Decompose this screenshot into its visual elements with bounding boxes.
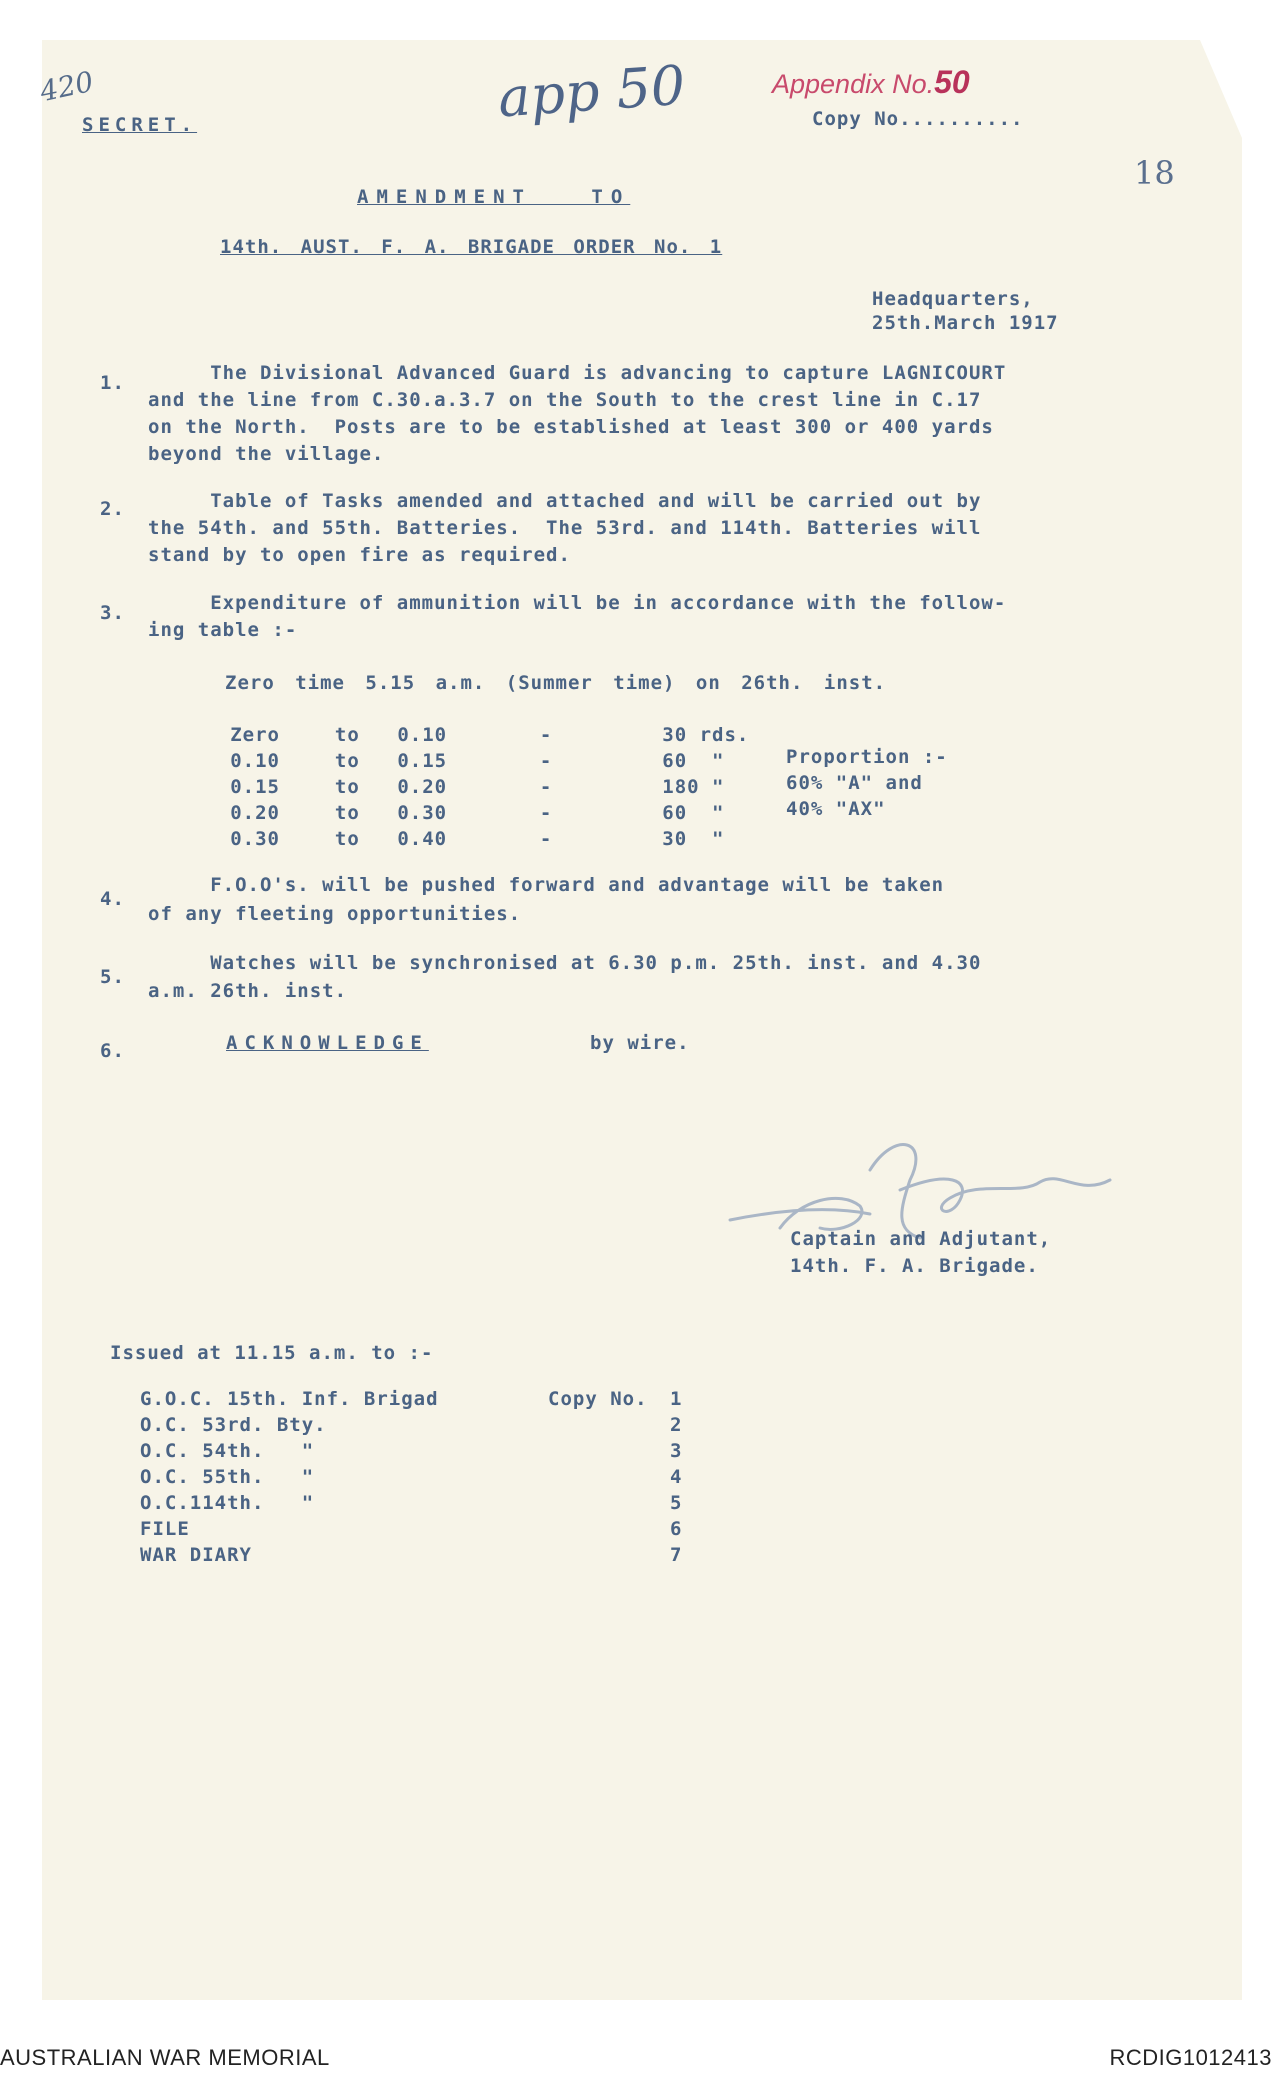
copy-number: 6: [670, 1518, 683, 1540]
zero-time-line: Zero time 5.15 a.m. (Summer time) on 26th. inst.: [225, 672, 887, 694]
rounds: 180 ": [662, 776, 725, 798]
handwritten-reference: app 50: [496, 53, 688, 130]
dash: -: [539, 724, 553, 746]
proportion-line: 40% "AX": [786, 798, 886, 820]
proportion-line: Proportion :-: [786, 746, 948, 768]
location: Headquarters,: [872, 288, 1034, 310]
paragraph-line: stand by to open fire as required.: [148, 544, 571, 566]
table-row: [210, 724, 749, 746]
list-item: FILE: [140, 1518, 190, 1540]
document-title: AMENDMENT TO: [357, 186, 631, 208]
list-item: O.C. 54th. ": [140, 1440, 315, 1462]
table-row: [210, 750, 724, 772]
paragraph-number: 6.: [100, 1040, 125, 1062]
appendix-stamp: [772, 64, 970, 101]
paragraph-number: 5.: [100, 966, 125, 988]
to-time: 0.10: [397, 724, 448, 746]
copy-number: 2: [670, 1414, 683, 1436]
paragraph-line: on the North. Posts are to be established at least 300 or 400 yards: [148, 416, 994, 438]
paragraph-number: 1.: [100, 372, 125, 394]
rounds: 30 rds.: [662, 724, 750, 746]
acknowledge-rest: by wire.: [590, 1032, 690, 1054]
paragraph-line: beyond the village.: [148, 443, 385, 465]
copy-number: 3: [670, 1440, 683, 1462]
copy-number-label: Copy No..........: [812, 108, 1024, 130]
paragraph-line: and the line from C.30.a.3.7 on the South to the crest line in C.17: [148, 389, 982, 411]
footer-right: RCDIG1012413: [1109, 2045, 1272, 2070]
table-row: [210, 802, 724, 824]
to-time: 0.40: [397, 828, 448, 850]
dash: -: [539, 776, 553, 798]
list-item: O.C.114th. ": [140, 1492, 315, 1514]
list-item: G.O.C. 15th. Inf. Brigad: [140, 1388, 439, 1410]
corner-number: 420: [37, 64, 97, 109]
copy-number: 4: [670, 1466, 683, 1488]
classification: SECRET.: [82, 114, 198, 136]
paragraph-line: F.O.O's. will be pushed forward and advantage will be taken: [148, 874, 945, 896]
dash: -: [539, 828, 553, 850]
paragraph-line: ing table :-: [148, 619, 298, 641]
list-item: O.C. 55th. ": [140, 1466, 315, 1488]
copy-number: 7: [670, 1544, 683, 1566]
acknowledge-word: ACKNOWLEDGE: [226, 1032, 429, 1054]
from-time: Zero: [230, 724, 280, 746]
from-time: 0.15: [230, 776, 280, 798]
proportion-line: 60% "A" and: [786, 772, 923, 794]
to-label: to: [334, 828, 360, 850]
footer-left: AUSTRALIAN WAR MEMORIAL: [0, 2045, 330, 2070]
to-label: to: [334, 802, 360, 824]
paragraph-line: Table of Tasks amended and attached and will be carried out by: [148, 490, 982, 512]
paragraph-line: The Divisional Advanced Guard is advancing to capture LAGNICOURT: [148, 362, 1007, 384]
appendix-number: 50: [934, 64, 970, 100]
paragraph-number: 2.: [100, 498, 125, 520]
signature-title: Captain and Adjutant,: [790, 1228, 1052, 1250]
paragraph-line: a.m. 26th. inst.: [148, 980, 348, 1002]
dash: -: [539, 802, 553, 824]
copy-number: 1: [670, 1388, 683, 1410]
rounds: 60 ": [662, 750, 725, 772]
list-item: WAR DIARY: [140, 1544, 252, 1566]
document-subtitle: 14th. AUST. F. A. BRIGADE ORDER No. 1: [220, 236, 723, 258]
paragraph-line: Expenditure of ammunition will be in accordance with the follow-: [148, 592, 1007, 614]
page-number: 18: [1134, 154, 1175, 192]
list-item: O.C. 53rd. Bty.: [140, 1414, 327, 1436]
copy-number: 5: [670, 1492, 683, 1514]
to-time: 0.15: [397, 750, 448, 772]
paragraph-number: 4.: [100, 888, 125, 910]
from-time: 0.20: [230, 802, 280, 824]
paragraph-line: Watches will be synchronised at 6.30 p.m. 25th. inst. and 4.30: [148, 952, 982, 974]
to-time: 0.30: [397, 802, 448, 824]
signature-unit: 14th. F. A. Brigade.: [790, 1255, 1039, 1277]
paragraph-line: the 54th. and 55th. Batteries. The 53rd. and 114th. Batteries will: [148, 517, 982, 539]
to-time: 0.20: [397, 776, 448, 798]
to-label: to: [334, 750, 360, 772]
to-label: to: [334, 724, 360, 746]
table-row: [210, 828, 724, 850]
dash: -: [539, 750, 553, 772]
date: 25th.March 1917: [872, 312, 1059, 334]
rounds: 30 ": [662, 828, 725, 850]
document-page: [42, 40, 1242, 2000]
copy-label: Copy No.: [548, 1388, 648, 1410]
from-time: 0.30: [230, 828, 280, 850]
rounds: 60 ": [662, 802, 725, 824]
paragraph-number: 3.: [100, 602, 125, 624]
to-label: to: [334, 776, 360, 798]
from-time: 0.10: [230, 750, 280, 772]
issued-heading: Issued at 11.15 a.m. to :-: [110, 1342, 434, 1364]
table-row: [210, 776, 724, 798]
paragraph-line: of any fleeting opportunities.: [148, 903, 522, 925]
appendix-label: Appendix No.: [772, 69, 935, 99]
